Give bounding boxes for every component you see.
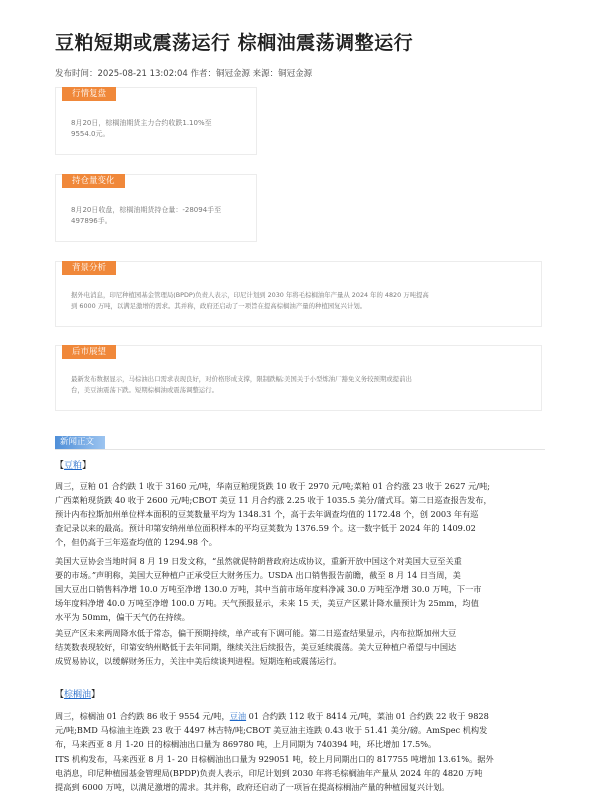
paragraph-line: 场年度料净增 40.0 万吨至净增 100.0 万吨。天气预报显示，未来 15 天，美豆产区累计降水量预计为 25mm，均值 — [55, 598, 479, 608]
market-review-line: 8月20日，棕榈油期货主力合约收跌1.10%至 — [71, 119, 212, 127]
paragraph-line: 成贸易协议，以缓解财务压力，关注中美后续谈判进程。短期连粕或震荡运行。 — [55, 656, 342, 666]
position-change-line: 8月20日收盘，棕榈油期货持仓量：-28094手至 — [71, 206, 222, 214]
soymeal-paragraph-1 — [55, 479, 547, 549]
position-change-tag: 持仓量变化 — [62, 174, 125, 188]
soymeal-section-head — [55, 458, 91, 471]
background-line: 据外电消息，印尼种植园基金管理局(BPDP)负责人表示，印尼计划到 2030 年将毛棕榈油年产量从 2024 年的 4820 万吨提高 — [71, 291, 429, 299]
paragraph-line: 个，但仍高于三年巡查均值的 1294.98 个。 — [55, 537, 217, 547]
palm-paragraph-2 — [55, 752, 547, 794]
news-divider — [55, 449, 545, 450]
soymeal-paragraph-3 — [55, 626, 547, 668]
market-review-box — [55, 87, 257, 155]
paragraph-line: 要的市场。”声明称，美国大豆种植户正承受巨大财务压力。USDA 出口销售报告前瞻，截至 8 月 14 日当周，美 — [55, 570, 461, 580]
paragraph-text: 周三，棕榈油 01 合约跌 86 收于 9554 元/吨， — [55, 711, 230, 721]
bracket-close: 】 — [91, 690, 101, 700]
soybean-oil-link[interactable]: 豆油 — [229, 711, 247, 721]
outlook-tag: 后市展望 — [62, 345, 116, 359]
outlook-line: 台，美豆油震荡下跌。短期棕榈油或震荡调整运行。 — [71, 386, 218, 394]
palm-paragraph-1 — [55, 709, 547, 751]
paragraph-line: ITS 机构发布，马来西亚 8 月 1- 20 日棕榈油出口量为 929051 吨，较上月同期出口的 817755 吨增加 13.61%。据外 — [55, 754, 494, 764]
outlook-line: 最新发布数据显示，马棕油出口需求表现良好，对价格形成支撑，限制跌幅;美国关于小型炼油厂豁免义务较预期或提前出 — [71, 375, 412, 383]
background-text — [71, 290, 429, 312]
paragraph-line: 美豆产区未来两周降水低于常态，偏干预期持续，单产或有下调可能。第二日巡查结果显示，内布拉斯加州大豆 — [55, 628, 457, 638]
article-meta: 发布时间：2025-08-21 13:02:04 作者：铜冠金源 来源：铜冠金源 — [55, 69, 313, 79]
background-line: 到 6000 万吨，以满足激增的需求。其并称，政府还启动了一项旨在提高棕榈油产量的种植园复兴计划。 — [71, 302, 367, 310]
outlook-text — [71, 374, 412, 396]
bracket-close: 】 — [82, 461, 92, 471]
paragraph-line: 查记录以来的最高。预计印第安纳州单位面积样本的平均豆荚数为 1376.59 个。这一数字低于 2024 年的 1409.02 — [55, 523, 476, 533]
paragraph-line: 水平为 50mm，偏干天气仍在持续。 — [55, 612, 190, 622]
paragraph-line: 提高到 6000 万吨，以满足激增的需求。其并称，政府还启动了一项旨在提高棕榈油产量的种植园复兴计划。 — [55, 782, 450, 792]
bracket-open: 【 — [55, 461, 65, 471]
paragraph-line: 国大豆出口销售料净增 10.0 万吨至净增 130.0 万吨，其中当前市场年度料净减 30.0 万吨至净增 30.0 万吨，下一市 — [55, 584, 482, 594]
market-review-line: 9554.0元。 — [71, 130, 110, 138]
palm-oil-section-head — [55, 687, 100, 700]
soymeal-paragraph-2 — [55, 554, 547, 624]
background-box — [55, 261, 542, 327]
paragraph-line — [55, 709, 547, 723]
paragraph-line: 预计内布拉斯加州单位样本面积的豆荚数量平均为 1348.31 个，高于去年调查均值的 1172.48 个，创 2003 年有巡 — [55, 509, 479, 519]
market-review-text — [71, 118, 212, 140]
palm-oil-link[interactable]: 棕榈油 — [64, 690, 92, 700]
outlook-box — [55, 345, 542, 411]
position-change-box — [55, 174, 257, 242]
background-tag: 背景分析 — [62, 261, 116, 275]
market-review-tag: 行情复盘 — [62, 87, 116, 101]
page-title: 豆粕短期或震荡运行 棕榈油震荡调整运行 — [55, 32, 414, 54]
paragraph-line: 元/吨;BMD 马棕油主连跌 23 收于 4497 林吉特/吨;CBOT 美豆油主连跌 0.43 收于 51.41 美分/磅。AmSpec 机构发 — [55, 725, 488, 735]
paragraph-line: 广西菜粕现货跌 40 收于 2600 元/吨;CBOT 美豆 11 月合约涨 2.25 收于 1035.5 美分/蒲式耳。第二日巡查报告发布， — [55, 495, 492, 505]
paragraph-text: 01 合约跌 112 收于 8414 元/吨，菜油 01 合约跌 22 收于 9828 — [246, 711, 489, 721]
paragraph-line: 布，马来西亚 8 月 1-20 日的棕榈油出口量为 869780 吨，上月同期为 740394 吨，环比增加 17.5%。 — [55, 739, 437, 749]
bracket-open: 【 — [55, 690, 65, 700]
paragraph-line: 周三，豆粕 01 合约跌 1 收于 3160 元/吨，华南豆粕现货跌 10 收于 2970 元/吨;菜粕 01 合约涨 23 收于 2627 元/吨; — [55, 481, 491, 491]
paragraph-line: 美国大豆协会当地时间 8 月 19 日发文称，“虽然就促特朗普政府达成协议，重新开放中国这个对美国大豆至关重 — [55, 556, 462, 566]
position-change-line: 497896手。 — [71, 217, 112, 225]
position-change-text — [71, 205, 221, 227]
paragraph-line: 结荚数表现较好，印第安纳州略低于去年同期，继续关注后续报告，美豆延续震荡。美大豆种植户希望与中国达 — [55, 642, 457, 652]
soymeal-link[interactable]: 豆粕 — [64, 461, 83, 471]
paragraph-line: 电消息，印尼种植园基金管理局(BPDP)负责人表示，印尼计划到 2030 年将毛棕榈油年产量从 2024 年的 4820 万吨 — [55, 768, 483, 778]
news-section-label: 新闻正文 — [55, 436, 105, 449]
